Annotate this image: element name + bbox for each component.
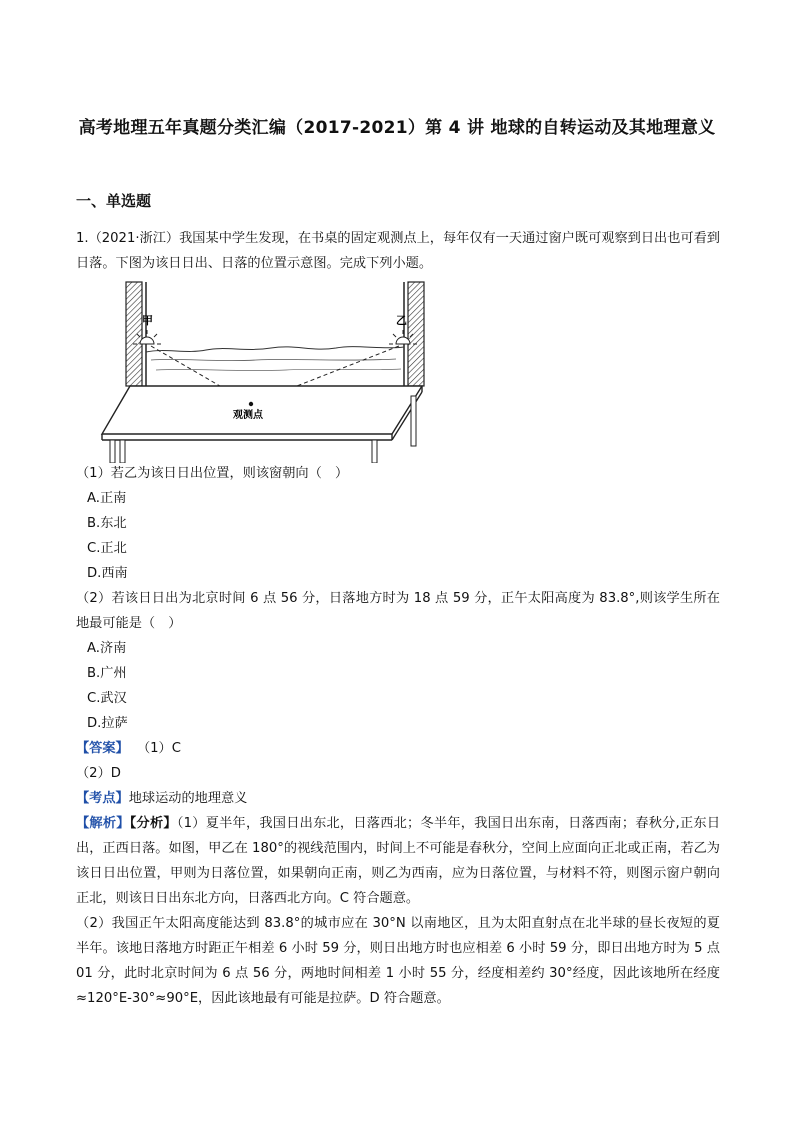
section-heading: 一、单选题 bbox=[76, 192, 152, 210]
option-2b: B.广州 bbox=[87, 666, 127, 681]
sun-position-figure bbox=[96, 278, 436, 463]
option-2a: A.济南 bbox=[87, 641, 127, 656]
kaodian-text: 地球运动的地理意义 bbox=[128, 791, 248, 806]
jiexi-paragraph-2: （2）我国正午太阳高度能达到 83.8°的城市应在 30°N 以南地区，且为太阳直射点在北半球的昼长夜短的夏半年。该地日落地方时距正午相差 6 小时 59 分，则日出地方时也应相差 6 小时 59 分，即日出地方时为 5 点 01 分，此时北京时间为 6 点 56 分，两地时间相差 1 小时 55 分，经度相差约 30°经度，因此该地所在经度≈120°E-30°≈90°E，因此该地最有可能是拉萨。D 符合题意。 bbox=[76, 916, 720, 1006]
desk-leg bbox=[110, 440, 115, 463]
horizon-line bbox=[146, 347, 404, 352]
answer-value-1: （1）C bbox=[136, 741, 181, 756]
desk-leg bbox=[120, 440, 125, 463]
question-stem: 1.（2021·浙江）我国某中学生发现，在书桌的固定观测点上，每年仅有一天通过窗户既可观察到日出也可看到日落。下图为该日日出、日落的位置示意图。完成下列小题。 bbox=[76, 231, 720, 271]
option-2d: D.拉萨 bbox=[87, 716, 128, 731]
desk-leg bbox=[411, 396, 416, 446]
jiexi-paragraph-1 bbox=[76, 811, 720, 911]
answer-label: 【答案】 bbox=[76, 741, 129, 756]
label-jia: 甲 bbox=[142, 314, 153, 327]
answer-line-1 bbox=[76, 736, 720, 761]
label-yi: 乙 bbox=[396, 314, 407, 327]
jiexi-label: 【解析】 bbox=[76, 816, 130, 831]
window-frame-right bbox=[408, 282, 424, 386]
jiexi-text-1: （1）夏半年，我国日出东北，日落西北；冬半年，我国日出东南，日落西南；春秋分,正东日出，正西日落。如图，甲乙在 180°的视线范围内，时间上不可能是春秋分，空间上应面向正北或正南，若乙为该日日出位置，甲则为日落位置，如果朝向正南，则乙为西南，应为日落位置，与材料不符，则图示窗户朝向正北，则该日日出东北方向，日落西北方向。C 符合题意。 bbox=[76, 816, 721, 906]
option-2c: C.武汉 bbox=[87, 691, 127, 706]
option-1a: A.正南 bbox=[87, 491, 127, 506]
sub-question-2: （2）若该日日出为北京时间 6 点 56 分，日落地方时为 18 点 59 分，正午太阳高度为 83.8°,则该学生所在地最可能是（ ） bbox=[76, 591, 720, 631]
window-frame-left bbox=[126, 282, 142, 386]
option-1c: C.正北 bbox=[87, 541, 127, 556]
option-1b: B.东北 bbox=[87, 516, 127, 531]
option-1d: D.西南 bbox=[87, 566, 128, 581]
page-title: 高考地理五年真题分类汇编（2017-2021）第 4 讲 地球的自转运动及其地理意义 bbox=[78, 118, 716, 138]
kaodian-label: 【考点】 bbox=[76, 791, 129, 806]
fenxi-label: 【分析】 bbox=[129, 816, 177, 831]
observation-point-marker bbox=[249, 402, 253, 406]
sub-question-1: （1）若乙为该日日出位置，则该窗朝向（ ） bbox=[76, 466, 349, 481]
answer-line-2: （2）D bbox=[76, 766, 121, 781]
kaodian-line bbox=[76, 786, 720, 811]
label-observation-point: 观测点 bbox=[233, 410, 263, 421]
desk-leg bbox=[372, 440, 377, 463]
